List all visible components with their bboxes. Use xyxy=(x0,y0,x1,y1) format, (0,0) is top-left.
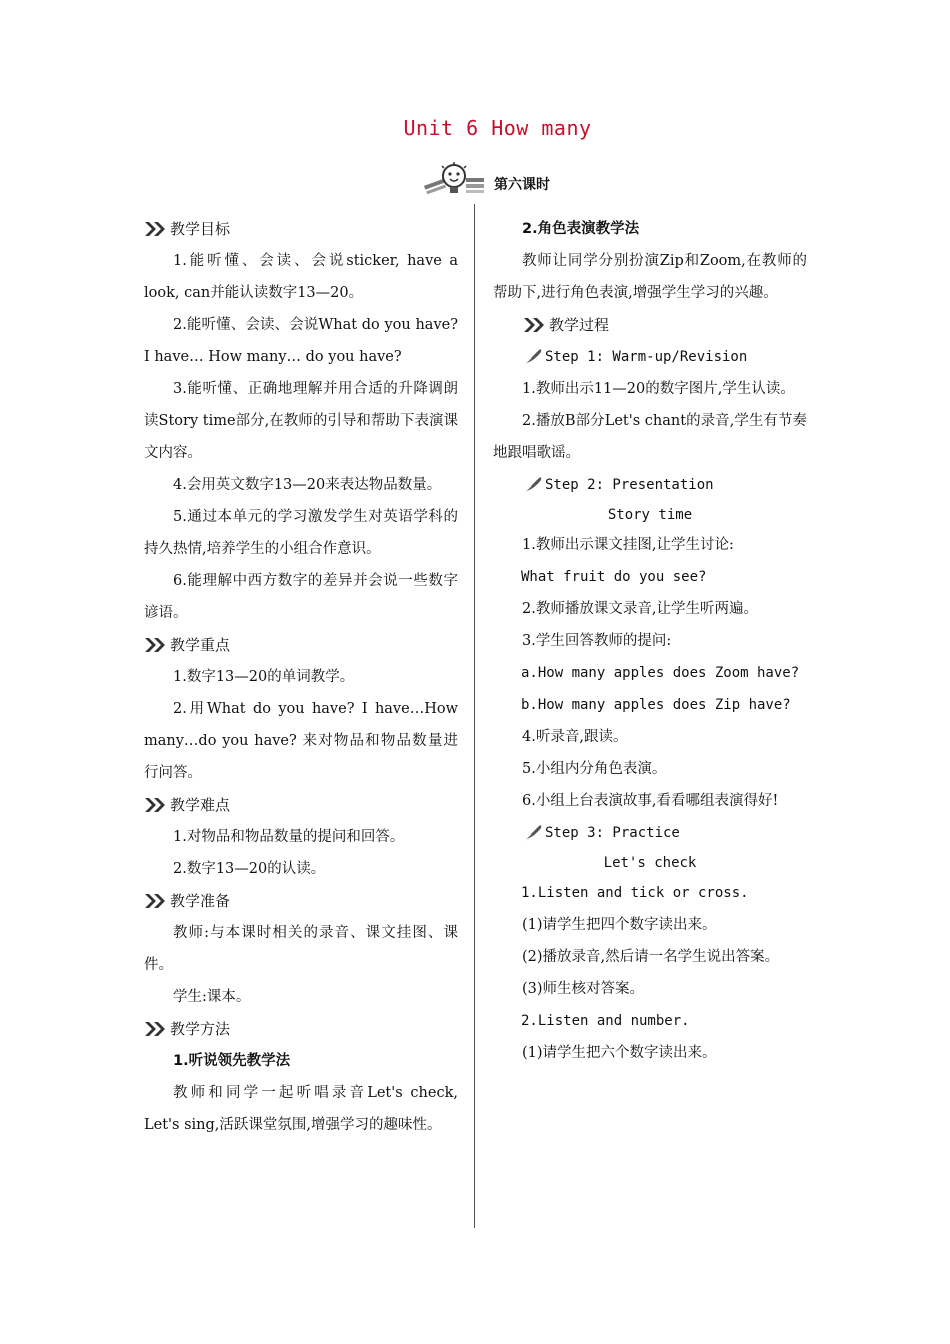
step-item: (3)师生核对答案。 xyxy=(522,981,645,997)
step-item: 2.播放B部分Let's chant的录音,学生有节奏地跟唱歌谣。 xyxy=(493,413,807,461)
double-chevron-icon xyxy=(144,637,168,653)
key-item: 2.用What do you have? I have…How many…do you have? 来对物品和物品数量进行问答。 xyxy=(144,701,458,781)
step-heading: Step 2: Presentation xyxy=(493,469,807,501)
step-heading: Step 1: Warm-up/Revision xyxy=(493,341,807,373)
lesson-header xyxy=(422,162,550,196)
section-heading-process: 教学过程 xyxy=(493,309,807,341)
step-item: 5.小组内分角色表演。 xyxy=(522,761,667,777)
double-chevron-icon xyxy=(144,797,168,813)
goal-item: 3.能听懂、正确地理解并用合适的升降调朗读Story time部分,在教师的引导和帮助下表演课文内容。 xyxy=(144,381,458,461)
prep-item: 教师:与本课时相关的录音、课文挂图、课件。 xyxy=(144,925,458,973)
step-item: 2.Listen and number. xyxy=(521,1013,690,1029)
step-heading: Step 3: Practice xyxy=(493,817,807,849)
double-chevron-icon xyxy=(523,317,547,333)
step-item: What fruit do you see? xyxy=(521,569,707,585)
quill-icon xyxy=(521,474,543,496)
section-heading-goals: 教学目标 xyxy=(144,213,458,245)
section-heading-key: 教学重点 xyxy=(144,629,458,661)
column-divider xyxy=(474,204,475,1228)
step-item: a.How many apples does Zoom have? xyxy=(521,665,800,681)
step-item: b.How many apples does Zip have? xyxy=(521,697,791,713)
difficult-item: 2.数字13—20的认读。 xyxy=(173,861,326,877)
goal-item: 4.会用英文数字13—20来表达物品数量。 xyxy=(173,477,442,493)
method-text: 教师让同学分别扮演Zip和Zoom,在教师的帮助下,进行角色表演,增强学生学习的兴趣。 xyxy=(493,253,807,301)
key-item: 1.数字13—20的单词教学。 xyxy=(173,669,355,685)
step-subheading: Let's check xyxy=(603,855,697,871)
lightbulb-icon xyxy=(422,162,486,196)
step-item: 3.学生回答教师的提问: xyxy=(522,633,672,649)
section-heading-method: 教学方法 xyxy=(144,1013,458,1045)
method-title: 1.听说领先教学法 xyxy=(173,1053,291,1069)
goal-item: 2.能听懂、会读、会说What do you have? I have… How many… do you have? xyxy=(144,317,458,365)
step-item: 1.教师出示课文挂图,让学生讨论: xyxy=(522,537,734,553)
quill-icon xyxy=(521,822,543,844)
difficult-item: 1.对物品和物品数量的提问和回答。 xyxy=(173,829,405,845)
double-chevron-icon xyxy=(144,893,168,909)
step-item: (1)请学生把六个数字读出来。 xyxy=(522,1045,717,1061)
goal-item: 5.通过本单元的学习激发学生对英语学科的持久热情,培养学生的小组合作意识。 xyxy=(144,509,458,557)
page-title: Unit 6 How many xyxy=(403,116,592,140)
quill-icon xyxy=(521,346,543,368)
step-item: 2.教师播放课文录音,让学生听两遍。 xyxy=(522,601,758,617)
left-column xyxy=(144,213,458,1141)
step-item: 1.教师出示11—20的数字图片,学生认读。 xyxy=(522,381,795,397)
double-chevron-icon xyxy=(144,221,168,237)
goal-item: 6.能理解中西方数字的差异并会说一些数字谚语。 xyxy=(144,573,458,621)
goal-item: 1.能听懂、会读、会说sticker, have a look, can并能认读数字13—20。 xyxy=(144,253,458,301)
double-chevron-icon xyxy=(144,1021,168,1037)
section-heading-prep: 教学准备 xyxy=(144,885,458,917)
step-item: 1.Listen and tick or cross. xyxy=(521,885,749,901)
prep-item: 学生:课本。 xyxy=(173,989,251,1005)
step-subheading: Story time xyxy=(607,507,693,523)
lesson-label: 第六课时 xyxy=(494,177,550,193)
right-column xyxy=(493,213,807,1069)
section-heading-difficult: 教学难点 xyxy=(144,789,458,821)
step-item: 6.小组上台表演故事,看看哪组表演得好! xyxy=(522,793,779,809)
method-title: 2.角色表演教学法 xyxy=(522,221,640,237)
step-item: (1)请学生把四个数字读出来。 xyxy=(522,917,717,933)
method-text: 教师和同学一起听唱录音Let's check, Let's sing,活跃课堂氛围,增强学习的趣味性。 xyxy=(144,1085,458,1133)
step-item: 4.听录音,跟读。 xyxy=(522,729,628,745)
step-item: (2)播放录音,然后请一名学生说出答案。 xyxy=(522,949,780,965)
